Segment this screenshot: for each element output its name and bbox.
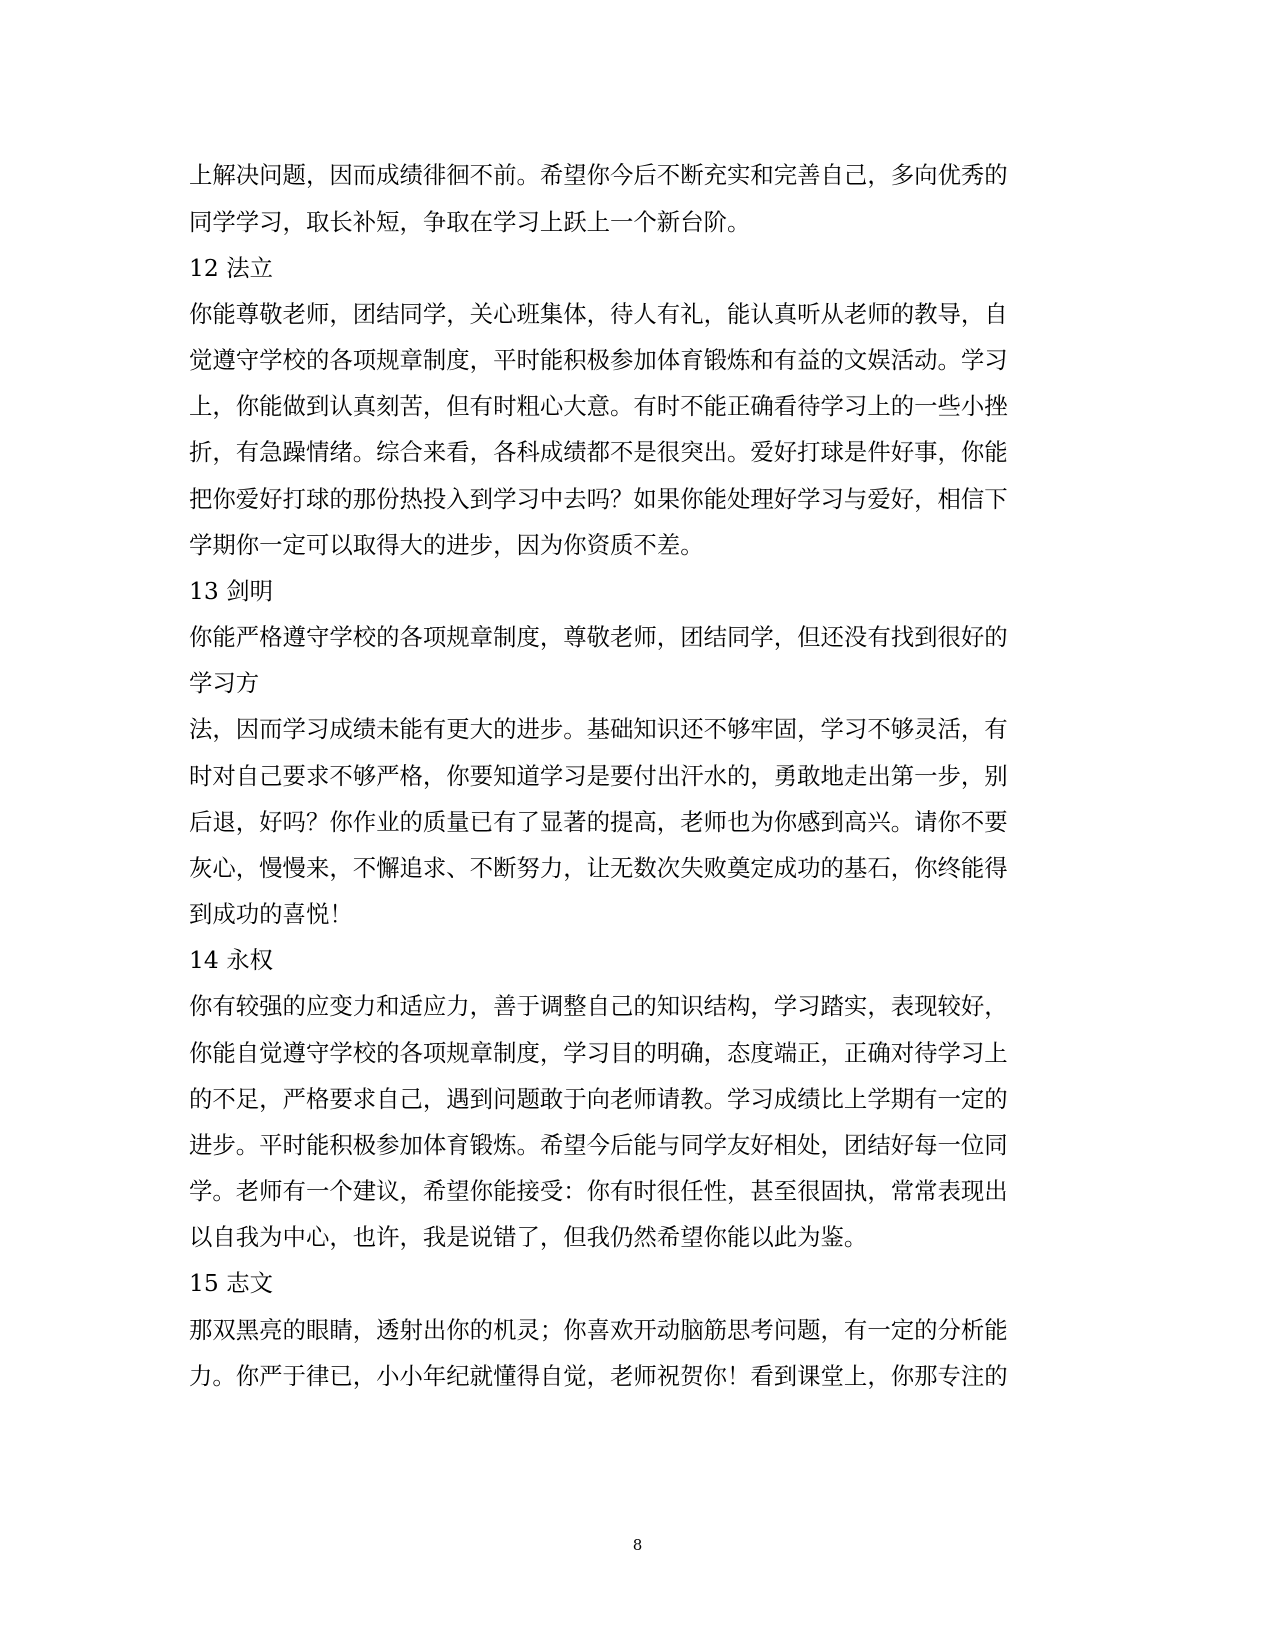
text-line: 你有较强的应变力和适应力，善于调整自己的知识结构，学习踏实，表现较好， <box>189 992 1008 1020</box>
text-line: 法，因而学习成绩未能有更大的进步。基础知识还不够牢固，学习不够灵活，有 <box>189 715 1008 743</box>
text-line: 折，有急躁情绪。综合来看，各科成绩都不是很突出。爱好打球是件好事，你能 <box>189 438 1008 466</box>
text-line: 后退，好吗？你作业的质量已有了显著的提高，老师也为你感到高兴。请你不要 <box>189 808 1008 836</box>
section-heading: 12 法立 <box>189 254 273 282</box>
text-line: 学期你一定可以取得大的进步，因为你资质不差。 <box>189 531 704 559</box>
text-line: 你能严格遵守学校的各项规章制度，尊敬老师，团结同学，但还没有找到很好的 <box>189 623 1008 651</box>
section-heading: 15 志文 <box>189 1269 273 1297</box>
section-heading: 14 永权 <box>189 946 273 974</box>
page-number: 8 <box>632 1536 643 1554</box>
section-heading: 13 剑明 <box>189 577 273 605</box>
text-line: 进步。平时能积极参加体育锻炼。希望今后能与同学友好相处，团结好每一位同 <box>189 1131 1008 1159</box>
text-line: 学。老师有一个建议，希望你能接受：你有时很任性，甚至很固执，常常表现出 <box>189 1177 1008 1205</box>
text-line: 学习方 <box>189 669 260 697</box>
text-line: 上，你能做到认真刻苦，但有时粗心大意。有时不能正确看待学习上的一些小挫 <box>189 392 1008 420</box>
text-line: 时对自己要求不够严格，你要知道学习是要付出汗水的，勇敢地走出第一步，别 <box>189 762 1008 790</box>
text-line: 同学学习，取长补短，争取在学习上跃上一个新台阶。 <box>189 208 751 236</box>
text-line: 那双黑亮的眼睛，透射出你的机灵；你喜欢开动脑筋思考问题，有一定的分析能 <box>189 1316 1008 1344</box>
text-line: 把你爱好打球的那份热投入到学习中去吗？如果你能处理好学习与爱好，相信下 <box>189 485 1008 513</box>
text-line: 上解决问题，因而成绩徘徊不前。希望你今后不断充实和完善自己，多向优秀的 <box>189 161 1008 189</box>
text-line: 你能自觉遵守学校的各项规章制度，学习目的明确，态度端正，正确对待学习上 <box>189 1039 1008 1067</box>
text-line: 力。你严于律已，小小年纪就懂得自觉，老师祝贺你！看到课堂上，你那专注的 <box>189 1362 1008 1390</box>
text-line: 到成功的喜悦！ <box>189 900 353 928</box>
text-line: 你能尊敬老师，团结同学，关心班集体，待人有礼，能认真听从老师的教导，自 <box>189 300 1008 328</box>
text-line: 灰心，慢慢来，不懈追求、不断努力，让无数次失败奠定成功的基石，你终能得 <box>189 854 1008 882</box>
text-line: 的不足，严格要求自己，遇到问题敢于向老师请教。学习成绩比上学期有一定的 <box>189 1085 1008 1113</box>
text-line: 以自我为中心，也许，我是说错了，但我仍然希望你能以此为鉴。 <box>189 1223 868 1251</box>
text-line: 觉遵守学校的各项规章制度，平时能积极参加体育锻炼和有益的文娱活动。学习 <box>189 346 1008 374</box>
